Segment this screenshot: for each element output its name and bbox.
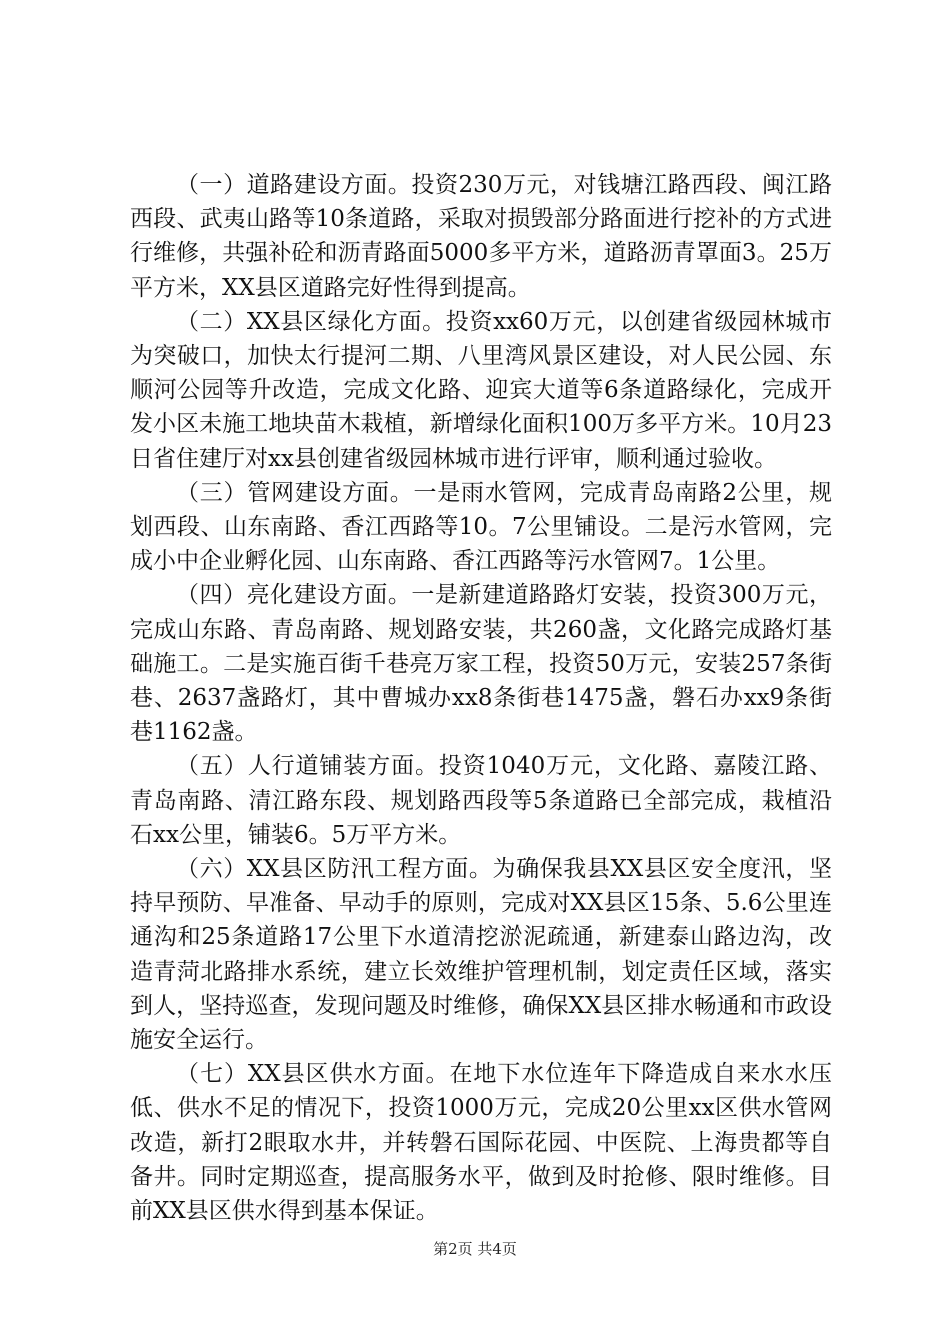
paragraph-greening: （二）XX县区绿化方面。投资xx60万元，以创建省级园林城市为突破口，加快太行提河二期、八里湾风景区建设，对人民公园、东顺河公园等升改造，完成文化路、迎宾大道等6条道路绿化，完成开发小区未施工地块苗木栽植，新增绿化面积100万多平方米。10月23日省住建厅对xx县创建省级园林城市进行评审，顺利通过验收。: [130, 308, 832, 472]
paragraph-road-construction: （一）道路建设方面。投资230万元，对钱塘江路西段、闽江路西段、武夷山路等10条道路，采取对损毁部分路面进行挖补的方式进行维修，共强补砼和沥青路面5000多平方米，道路沥青罩面3。25万平方米，XX县区道路完好性得到提高。: [130, 172, 832, 301]
paragraph-pipe-network: （三）管网建设方面。一是雨水管网，完成青岛南路2公里，规划西段、山东南路、香江西路等10。7公里铺设。二是污水管网，完成小中企业孵化园、山东南路、香江西路等污水管网7。1公里。: [130, 479, 832, 575]
page-number-footer: 第2页 共4页: [433, 1240, 517, 1258]
paragraph-water-supply: （七）XX县区供水方面。在地下水位连年下降造成自来水水压低、供水不足的情况下，投资1000万元，完成20公里xx区供水管网改造，新打2眼取水井，并转磐石国际花园、中医院、上海贵都等自备井。同时定期巡查，提高服务水平，做到及时抢修、限时维修。目前XX县区供水得到基本保证。: [130, 1061, 832, 1225]
paragraph-flood-control: （六）XX县区防汛工程方面。为确保我县XX县区安全度汛，坚持早预防、早准备、早动手的原则，完成对XX县区15条、5.6公里连通沟和25条道路17公里下水道清挖淤泥疏通，新建泰山路边沟，改造青菏北路排水系统，建立长效维护管理机制，划定责任区域，落实到人，坚持巡查，发现问题及时维修，确保XX县区排水畅通和市政设施安全运行。: [130, 856, 832, 1054]
paragraph-lighting: （四）亮化建设方面。一是新建道路路灯安装，投资300万元，完成山东路、青岛南路、规划路安装，共260盏，文化路完成路灯基础施工。二是实施百街千巷亮万家工程，投资50万元，安装257条街巷、2637盏路灯，其中曹城办xx8条街巷1475盏，磐石办xx9条街巷1162盏。: [130, 582, 832, 746]
document-body: [130, 168, 832, 1228]
paragraph-sidewalk: （五）人行道铺装方面。投资1040万元，文化路、嘉陵江路、青岛南路、清江路东段、规划路西段等5条道路已全部完成，栽植沿石xx公里，铺装6。5万平方米。: [130, 753, 832, 848]
